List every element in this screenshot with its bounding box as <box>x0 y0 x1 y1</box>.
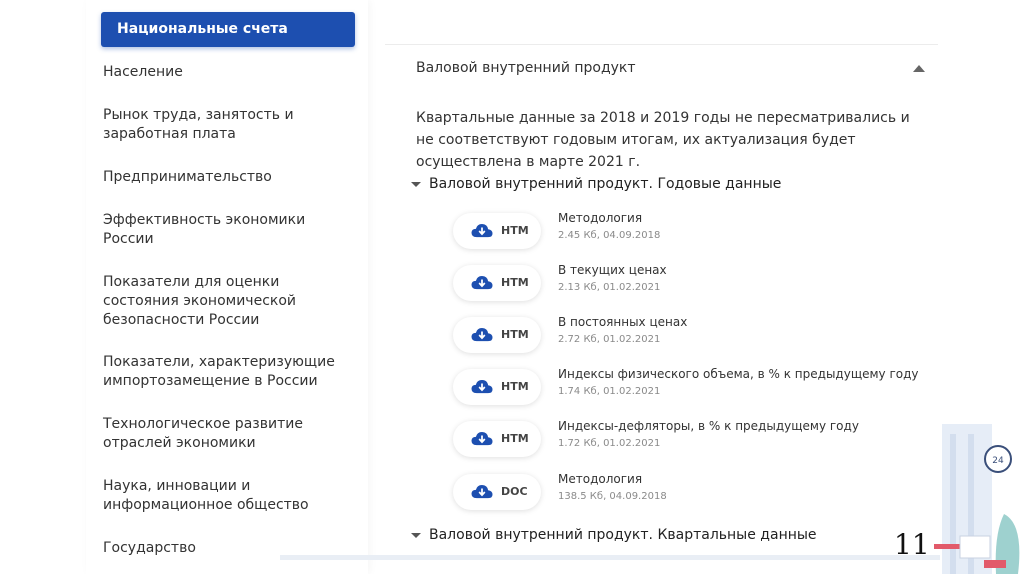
revision-note: Квартальные данные за 2018 и 2019 годы не пересматривались и не соответствуют годовым итогам, их актуализация будет осуществлена в марте 2021 г. <box>416 110 910 170</box>
sidebar-item-economic-security[interactable]: Показатели для оценки состояния экономической безопасности России <box>103 274 297 328</box>
file-name[interactable]: Индексы физического объема, в % к предыдущему году <box>558 367 919 381</box>
file-format: HTM <box>501 432 529 445</box>
file-name[interactable]: Методология <box>558 211 643 225</box>
badge-24-text: 24 <box>992 456 1004 466</box>
download-button[interactable] <box>453 421 541 457</box>
file-row <box>453 211 913 251</box>
file-format: HTM <box>501 224 529 237</box>
file-row <box>453 367 919 407</box>
file-row <box>453 472 913 512</box>
file-row <box>453 315 913 355</box>
sidebar-item-science-innovation[interactable]: Наука, инновации и информационное общество <box>103 478 309 513</box>
sidebar-item-tech-development[interactable]: Технологическое развитие отраслей экономики <box>103 416 303 451</box>
file-name[interactable]: Методология <box>558 472 643 486</box>
sidebar-nav <box>86 0 368 574</box>
download-button[interactable] <box>453 317 541 353</box>
sidebar-item-national-accounts[interactable]: Национальные счета <box>101 12 355 47</box>
sidebar-item-labor-market[interactable]: Рынок труда, занятость и заработная плата <box>103 107 294 142</box>
cloud-download-icon <box>471 380 493 394</box>
sidebar-item-population[interactable]: Население <box>103 64 183 80</box>
file-format: HTM <box>501 328 529 341</box>
caret-down-icon <box>411 533 421 538</box>
download-button[interactable] <box>453 474 541 510</box>
slide-divider <box>280 555 940 560</box>
file-format: HTM <box>501 380 529 393</box>
cloud-download-icon <box>471 276 493 290</box>
file-row <box>453 263 913 303</box>
file-row <box>453 419 913 459</box>
file-meta: 138.5 Кб, 04.09.2018 <box>558 491 667 502</box>
caret-down-icon <box>411 182 421 187</box>
file-meta: 1.72 Кб, 01.02.2021 <box>558 438 661 449</box>
download-button[interactable] <box>453 213 541 249</box>
file-meta: 2.72 Кб, 01.02.2021 <box>558 334 661 345</box>
file-name[interactable]: В текущих ценах <box>558 263 667 277</box>
file-meta: 2.13 Кб, 01.02.2021 <box>558 282 661 293</box>
cloud-download-icon <box>471 224 493 238</box>
file-name[interactable]: В постоянных ценах <box>558 315 688 329</box>
sidebar-item-import-substitution[interactable]: Показатели, характеризующие импортозамещение в России <box>103 354 335 389</box>
collapse-up-icon[interactable] <box>913 65 925 72</box>
download-button[interactable] <box>453 369 541 405</box>
sidebar-item-government[interactable]: Государство <box>103 540 196 556</box>
sidebar-item-economy-efficiency[interactable]: Эффективность экономики России <box>103 212 306 247</box>
decorative-illustration <box>934 424 1024 574</box>
file-meta: 1.74 Кб, 01.02.2021 <box>558 386 661 397</box>
section-annual-label: Валовой внутренний продукт. Годовые данные <box>429 176 782 192</box>
sidebar-item-entrepreneurship[interactable]: Предпринимательство <box>103 169 272 185</box>
cloud-download-icon <box>471 485 493 499</box>
slide-number: 11 <box>894 528 930 561</box>
file-format: DOC <box>501 485 528 498</box>
cloud-download-icon <box>471 328 493 342</box>
section-quarterly-label: Валовой внутренний продукт. Квартальные данные <box>429 527 817 543</box>
section-annual-data[interactable] <box>429 176 781 192</box>
section-quarterly-data[interactable] <box>429 527 817 543</box>
file-meta: 2.45 Кб, 04.09.2018 <box>558 230 661 241</box>
file-name[interactable]: Индексы-дефляторы, в % к предыдущему году <box>558 419 859 433</box>
panel-title[interactable]: Валовой внутренний продукт <box>416 60 636 76</box>
gdp-panel <box>385 44 938 560</box>
cloud-download-icon <box>471 432 493 446</box>
file-format: HTM <box>501 276 529 289</box>
download-button[interactable] <box>453 265 541 301</box>
